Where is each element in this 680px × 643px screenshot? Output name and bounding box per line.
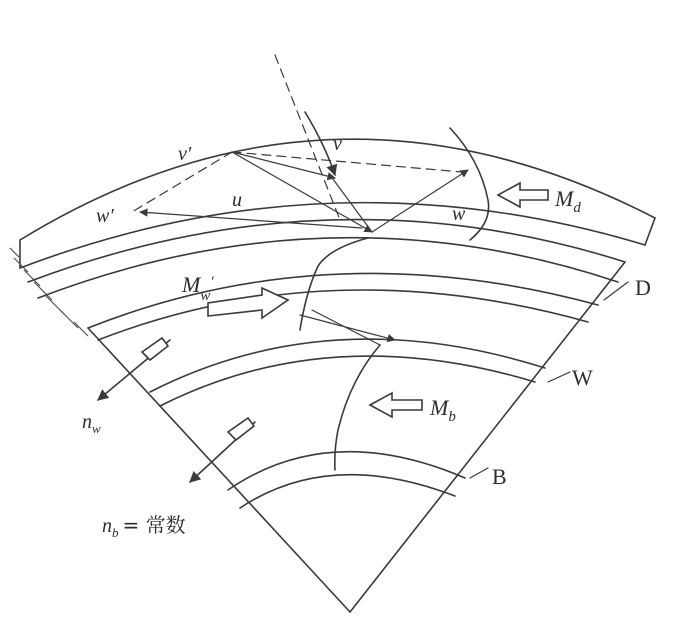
label-m-b: $M_b$ xyxy=(430,395,456,425)
blade-profiles xyxy=(300,128,489,470)
fixed-support-hatch xyxy=(10,248,88,336)
label-v: v xyxy=(333,133,342,155)
label-n-w: $n_w$ xyxy=(82,411,101,436)
label-d: D xyxy=(635,275,651,300)
torque-arrow-mw-prime xyxy=(208,288,288,318)
runner-ring xyxy=(150,339,545,406)
label-m-w-prime: $M_w'$ xyxy=(182,272,214,304)
label-v-prime: v′ xyxy=(178,143,192,165)
label-u: u xyxy=(232,189,242,211)
velocity-triangle xyxy=(132,55,468,345)
inner-hub-b xyxy=(228,452,465,508)
middle-ring-w xyxy=(88,273,598,340)
sector-sides xyxy=(88,262,625,612)
torque-arrow-mb xyxy=(370,393,422,417)
label-m-d: $M_d$ xyxy=(555,186,581,216)
outer-ring-d xyxy=(20,203,645,298)
label-n-b: $n_b$ = 常数 xyxy=(102,513,186,540)
torque-arrow-md xyxy=(498,183,548,207)
label-w-prime-left: w′ xyxy=(96,205,114,227)
label-w: w xyxy=(452,203,466,225)
label-w-ring: W xyxy=(572,365,593,390)
label-b: B xyxy=(492,464,507,489)
rotation-arrow-nw xyxy=(98,338,170,400)
